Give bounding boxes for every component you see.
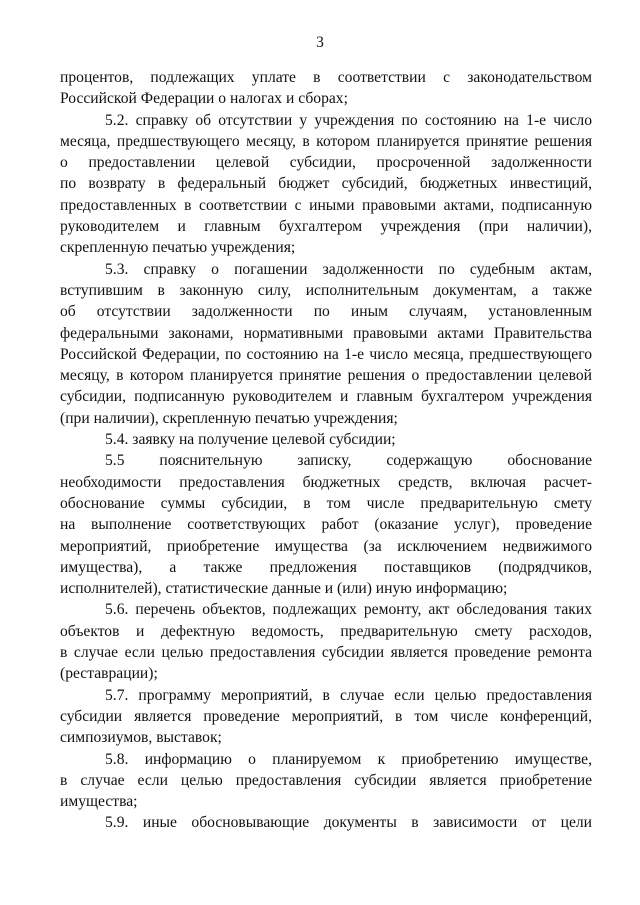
text-line: мероприятий, приобретение имущества (за исключением недвижимого — [60, 537, 592, 555]
text-line: 5.9. иные обосновывающие документы в зависимости от цели — [105, 814, 592, 832]
text-line: (реставрации); — [60, 665, 158, 683]
text-line: необходимости предоставления бюджетных средств, включая расчет- — [60, 473, 592, 491]
text-line: о предоставлении целевой субсидии, просроченной задолженности — [60, 154, 592, 172]
text-line: обоснование суммы субсидии, в том числе предварительную смету — [60, 494, 592, 512]
document-body — [60, 67, 592, 834]
text-line: 5.3. справку о погашении задолженности по судебным актам, — [105, 260, 592, 278]
text-line: руководителем и главным бухгалтером учреждения (при наличии), — [60, 218, 592, 236]
paragraph-5-6 — [60, 599, 592, 684]
paragraph-continuation — [60, 67, 592, 110]
text-line: субсидии, подписанную руководителем и главным бухгалтером учреждения — [60, 388, 592, 406]
text-line: субсидии является проведение мероприятий, в том числе конференций, — [60, 707, 592, 725]
text-line: 5.4. заявку на получение целевой субсидии; — [105, 431, 396, 449]
text-line: предоставленных в соответствии с иными правовыми актами, подписанную — [60, 196, 592, 214]
paragraph-5-7 — [60, 685, 592, 749]
text-line: 5.5 пояснительную записку, содержащую обоснование — [105, 452, 592, 470]
text-line: 5.7. программу мероприятий, в случае если целью предоставления — [105, 686, 592, 704]
text-line: по возврату в федеральный бюджет субсидий, бюджетных инвестиций, — [60, 175, 592, 193]
paragraph-5-8 — [60, 749, 592, 813]
text-line: процентов, подлежащих уплате в соответствии с законодательством — [60, 69, 592, 86]
paragraph-5-2 — [60, 110, 592, 259]
text-line: 5.8. информацию о планируемом к приобретению имуществе, — [105, 750, 592, 768]
text-line: на выполнение соответствующих работ (оказание услуг), проведение — [60, 516, 592, 534]
text-line: в случае если целью предоставления субсидии является приобретение — [60, 771, 592, 789]
text-line: 5.6. перечень объектов, подлежащих ремонту, акт обследования таких — [105, 601, 592, 619]
paragraph-5-3 — [60, 259, 592, 429]
text-line: имущества; — [60, 793, 138, 811]
text-line: Российской Федерации о налогах и сборах; — [60, 90, 348, 108]
text-line: месяцу, в котором планируется принятие решения о предоставлении целевой — [60, 367, 592, 385]
text-line: имущества), а также предложения поставщиков (подрядчиков, — [60, 558, 592, 576]
text-line: федеральными законами, нормативными правовыми актами Правительства — [60, 324, 592, 342]
paragraph-5-5 — [60, 450, 592, 599]
paragraph-5-9 — [60, 812, 592, 833]
text-line: скрепленную печатью учреждения; — [60, 239, 296, 257]
text-line: месяца, предшествующего месяцу, в котором планируется принятие решения — [60, 132, 592, 150]
text-line: исполнителей), статистические данные и (или) иную информацию; — [60, 580, 508, 598]
paragraph-5-4 — [60, 429, 592, 450]
text-line: Российской Федерации, по состоянию на 1-е число месяца, предшествующего — [60, 345, 592, 363]
text-line: объектов и дефектную ведомость, предварительную смету расходов, — [60, 622, 592, 640]
text-line: симпозиумов, выставок; — [60, 729, 222, 747]
page-number: 3 — [316, 34, 324, 51]
text-line: вступившим в законную силу, исполнительным документам, а также — [60, 281, 592, 299]
text-line: в случае если целью предоставления субсидии является проведение ремонта — [60, 644, 592, 662]
text-line: об отсутствии задолженности по иным случаям, установленным — [60, 303, 592, 321]
text-line: (при наличии), скрепленную печатью учреждения; — [60, 409, 398, 427]
text-line: 5.2. справку об отсутствии у учреждения по состоянию на 1-е число — [105, 111, 592, 129]
